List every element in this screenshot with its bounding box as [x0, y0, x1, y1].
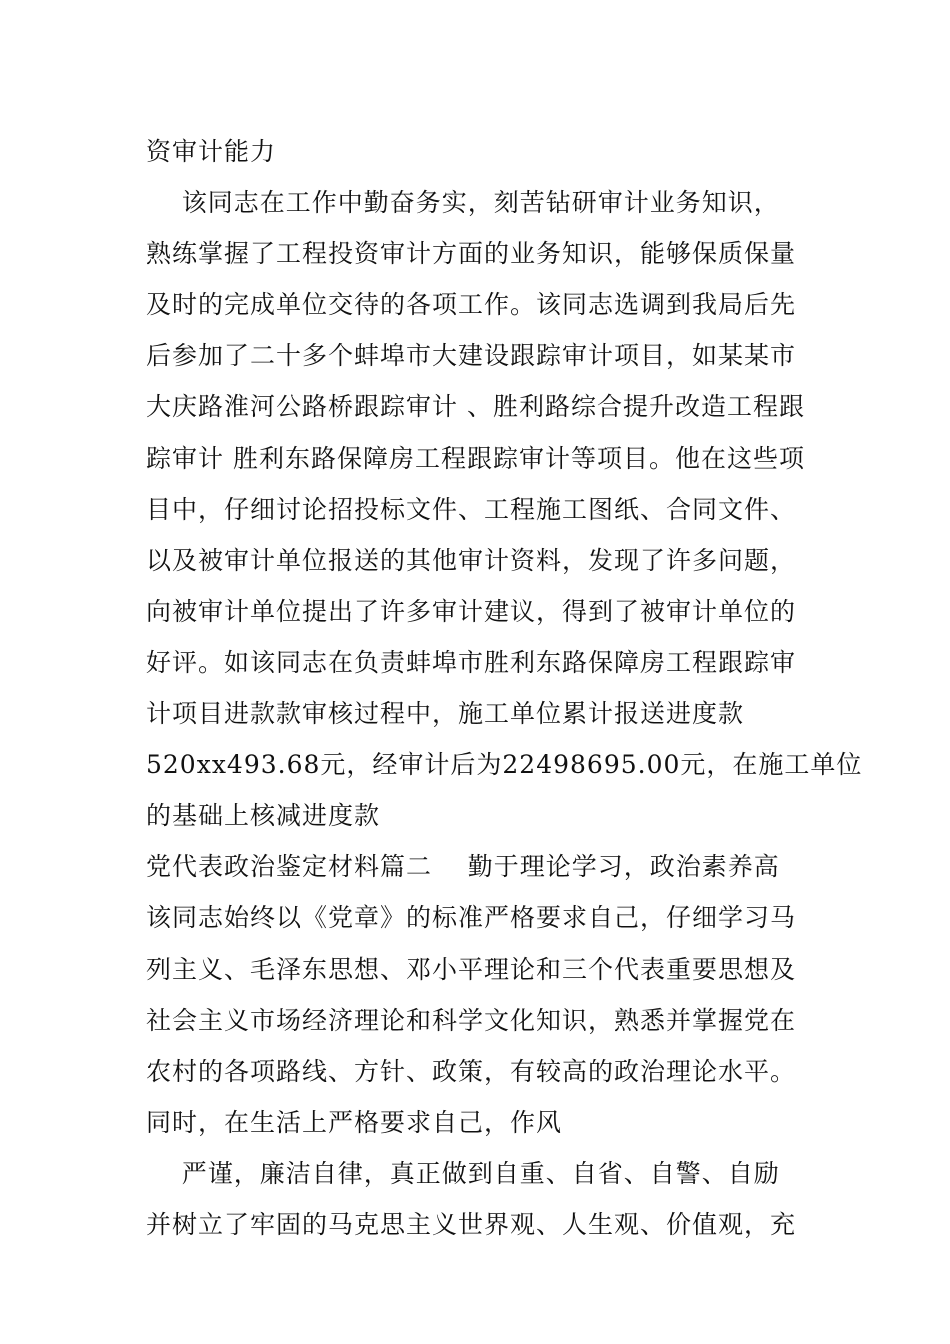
text-line: 社会主义市场经济理论和科学文化知识，熟悉并掌握党在: [146, 1005, 797, 1035]
text-line: 以及被审计单位报送的其他审计资料，发现了许多问题，: [146, 545, 797, 575]
text-line: 该同志始终以《党章》的标准严格要求自己，仔细学习马: [146, 903, 797, 933]
text-line: 熟练掌握了工程投资审计方面的业务知识，能够保质保量: [146, 239, 797, 269]
text-line: 大庆路淮河公路桥跟踪审计 、胜利路综合提升改造工程跟: [146, 392, 805, 422]
body-text: [146, 126, 863, 1250]
text-line: 并树立了牢固的马克思主义世界观、人生观、价值观，充: [146, 1209, 797, 1239]
text-line: 资审计能力: [146, 137, 277, 166]
text-line: 严谨，廉洁自律，真正做到自重、自省、自警、自励: [146, 1158, 780, 1188]
text-line: 的基础上核减进度款: [146, 801, 381, 831]
text-line: 好评。如该同志在负责蚌埠市胜利东路保障房工程跟踪审: [146, 647, 797, 677]
text-line: 目中，仔细讨论招投标文件、工程施工图纸、合同文件、: [146, 494, 797, 524]
text-line: 520xx493.68元，经审计后为22498695.00元，在施工单位: [146, 750, 863, 780]
text-line: 农村的各项路线、方针、政策，有较高的政治理论水平。: [146, 1056, 797, 1086]
text-line: 及时的完成单位交待的各项工作。该同志选调到我局后先: [146, 290, 797, 320]
text-line: 同时，在生活上严格要求自己，作风: [146, 1107, 563, 1137]
text-line: 踪审计 胜利东路保障房工程跟踪审计等项目。他在这些项: [146, 443, 805, 473]
text-line: 计项目进款款审核过程中，施工单位累计报送进度款: [146, 699, 745, 729]
text-line: 向被审计单位提出了许多审计建议，得到了被审计单位的: [146, 596, 797, 626]
text-line: 后参加了二十多个蚌埠市大建设跟踪审计项目，如某某市: [146, 341, 797, 371]
text-line: 该同志在工作中勤奋务实，刻苦钻研审计业务知识，: [146, 188, 780, 218]
text-line: 列主义、毛泽东思想、邓小平理论和三个代表重要思想及: [146, 954, 797, 984]
section-heading-line: 党代表政治鉴定材料篇二 勤于理论学习，政治素养高: [146, 852, 780, 882]
